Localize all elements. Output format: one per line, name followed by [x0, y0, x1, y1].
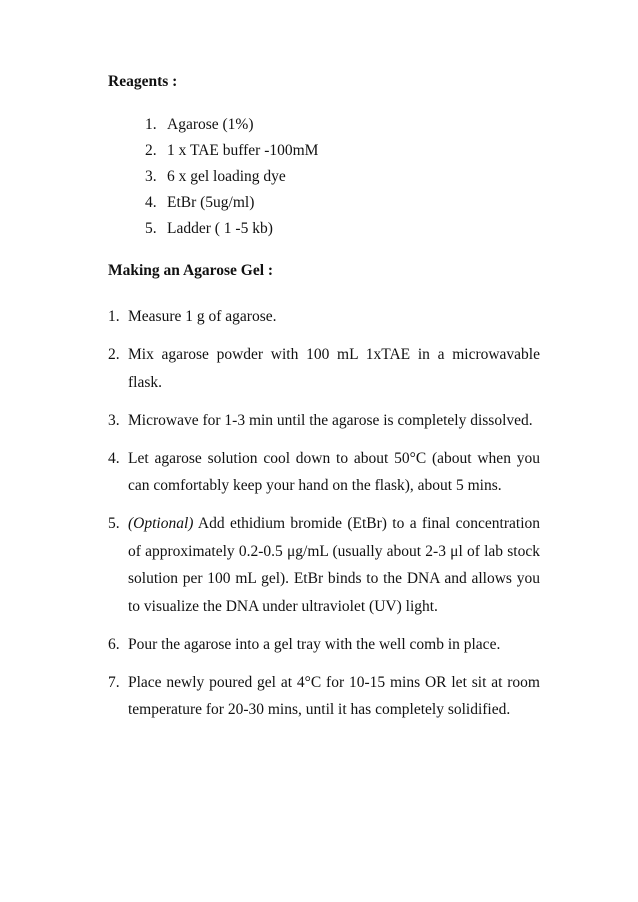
step-text: Mix agarose powder with 100 mL 1xTAE in a microwavable flask. [128, 346, 540, 391]
list-number: 2. [145, 142, 157, 159]
step-number: 3. [108, 411, 120, 429]
step-text: Pour the agarose into a gel tray with the well comb in place. [128, 635, 501, 653]
step-number: 1. [108, 308, 120, 325]
list-number: 4. [145, 194, 157, 211]
list-item [145, 164, 318, 190]
list-number: 3. [145, 168, 157, 185]
step-item [108, 669, 540, 724]
step-text: Place newly poured gel at 4°C for 10-15 mins OR let sit at room temperature for 20-30 mins, until it has completely solidified. [128, 673, 540, 718]
list-item [145, 112, 318, 138]
step-item [108, 510, 540, 620]
reagent-text: Agarose (1%) [167, 116, 254, 133]
step-number: 7. [108, 673, 120, 691]
step-item [108, 303, 540, 331]
list-item [145, 190, 318, 216]
procedure-steps-list [108, 303, 540, 734]
reagent-text: Ladder ( 1 -5 kb) [167, 220, 273, 237]
step-text: Let agarose solution cool down to about 50°C (about when you can comfortably keep your hand on the flask), about 5 mins. [128, 449, 540, 494]
step-text [128, 510, 540, 620]
step-text: Measure 1 g of agarose. [128, 308, 277, 325]
step-number: 5. [108, 515, 120, 532]
step-number: 6. [108, 635, 120, 653]
reagent-text: 1 x TAE buffer -100mM [167, 142, 319, 159]
optional-label: (Optional) [128, 515, 194, 532]
reagent-text: 6 x gel loading dye [167, 168, 286, 185]
step-item [108, 631, 540, 659]
reagents-list [145, 112, 318, 242]
step-item [108, 341, 540, 396]
step-item [108, 445, 540, 500]
list-number: 5. [145, 220, 157, 237]
list-item [145, 138, 318, 164]
step-item [108, 407, 540, 435]
step-text: Microwave for 1-3 min until the agarose is completely dissolved. [128, 411, 533, 429]
making-gel-heading: Making an Agarose Gel : [108, 262, 274, 279]
reagent-text: EtBr (5ug/ml) [167, 194, 255, 211]
reagents-heading: Reagents : [108, 73, 178, 90]
step-number: 2. [108, 346, 120, 363]
list-item [145, 216, 318, 242]
step-body: Add ethidium bromide (EtBr) to a final concentration of approximately 0.2-0.5 μg/mL (usually about 2-3 μl of lab stock solution per 100 mL gel). EtBr binds to the DNA and allows you to visualize the DNA under ultraviolet (UV) light. [128, 515, 540, 615]
list-number: 1. [145, 116, 157, 133]
step-number: 4. [108, 449, 120, 467]
